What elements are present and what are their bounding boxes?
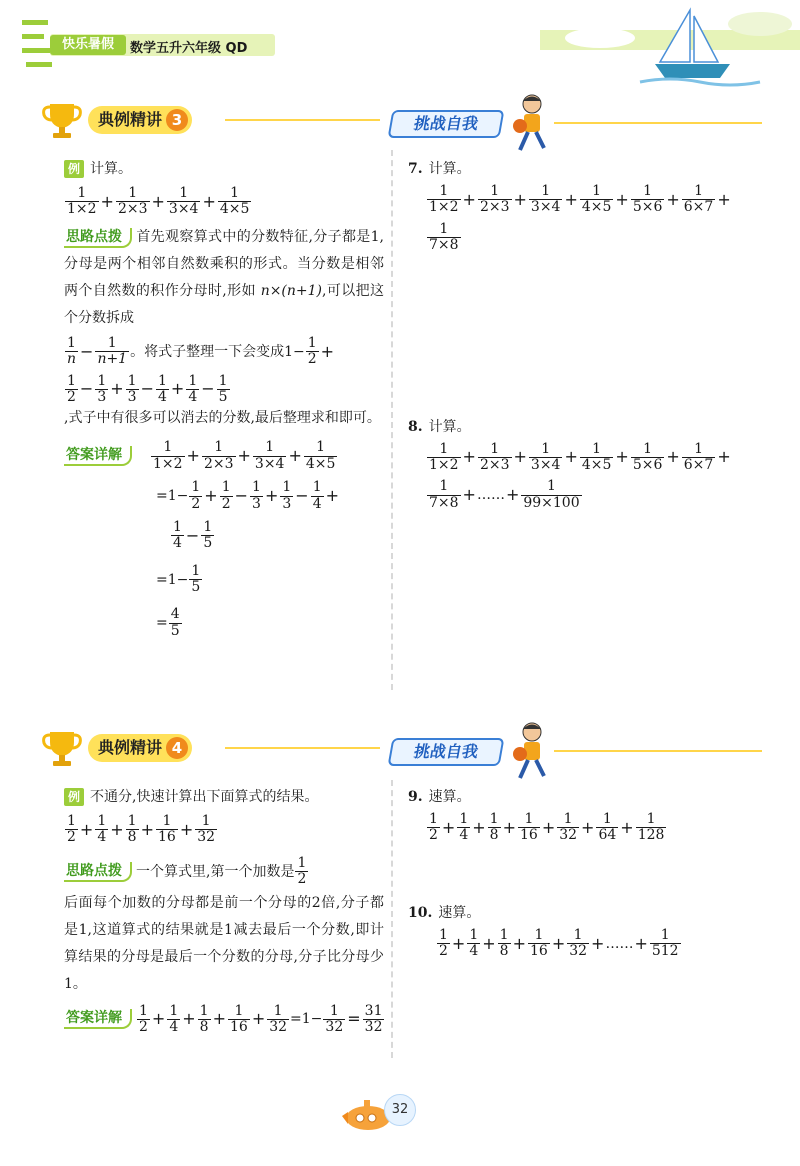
example-tag: 例 bbox=[64, 160, 84, 178]
answer-line-3: $\frac{1}{4}$ − $\frac{1}{5}$ bbox=[173, 518, 213, 552]
example-tag: 例 bbox=[64, 788, 84, 806]
section4-tip: 思路点拨 一个算式里,第一个加数是 $\frac{1}{2}$ bbox=[66, 854, 307, 888]
question-text: 计算。 bbox=[428, 161, 471, 177]
challenge2-content bbox=[408, 784, 768, 960]
question-number: 7. bbox=[408, 161, 423, 177]
question-9-expression: $\frac{1}{2}$ + $\frac{1}{4}$ + $\frac{1}{8}$ + $\frac{1}{16}$ + $\frac{1}{32}$ + $\frac{1}{64}$ + $\frac{1}{128}$ bbox=[429, 811, 665, 844]
question-number: 9. bbox=[408, 789, 423, 805]
challenge1-line bbox=[554, 122, 762, 124]
question-7 bbox=[408, 156, 768, 182]
challenge1-banner bbox=[390, 92, 762, 152]
answer-line-4: =1− $\frac{1}{5}$ bbox=[156, 562, 201, 596]
question-9 bbox=[408, 784, 768, 810]
section3-content bbox=[64, 156, 384, 639]
trophy-icon bbox=[40, 98, 84, 142]
question-7-expression: $\frac{1}{1\times 2}$ + $\frac{1}{2\times 3}$ + $\frac{1}{3\times 4}$ + $\frac{1}{4\times 5}$ + $\frac{1}{5\times 6}$ + $\frac{1}{6\times 7}$ + bbox=[429, 183, 731, 216]
question-text: 速算。 bbox=[428, 789, 471, 805]
page-header bbox=[0, 0, 800, 90]
column-divider-bottom bbox=[391, 780, 393, 1058]
answer-line-2: =1− $\frac{1}{2}$ + $\frac{1}{2}$ − $\frac{1}{3}$ + $\frac{1}{3}$ − $\frac{1}{4}$ + bbox=[156, 479, 340, 512]
header-title: 数学五升六年级 QD bbox=[130, 41, 248, 56]
challenge2-banner bbox=[390, 720, 762, 780]
question-8-expression: $\frac{1}{1\times 2}$ + $\frac{1}{2\times 3}$ + $\frac{1}{3\times 4}$ + $\frac{1}{4\times 5}$ + $\frac{1}{5\times 6}$ + $\frac{1}{6\times 7}$ + bbox=[429, 440, 731, 473]
section4-banner bbox=[40, 726, 380, 770]
fraction: $\frac{1}{1\times 2}$ bbox=[67, 185, 97, 218]
section4-banner-line bbox=[225, 747, 380, 749]
section3-tip bbox=[64, 224, 384, 332]
section3-banner-line bbox=[225, 119, 380, 121]
tip-text-cont: 后面每个加数的分母都是前一个分母的2倍,分子都是1,这道算式的结果就是1减去最后一个分数,即计算结果的分母是最后一个分数的分母,分子比分母少1。 bbox=[64, 894, 384, 992]
example-expression: $\frac{1}{2}$ + $\frac{1}{4}$ + $\frac{1}{8}$ + $\frac{1}{16}$ + $\frac{1}{32}$ bbox=[67, 813, 216, 846]
question-number: 10. bbox=[408, 904, 433, 921]
example-expression: $\frac{1}{1\times 2}$ + $\frac{1}{2\times 3}$ + $\frac{1}{3\times 4}$ + $\frac{1}{4\times 5}$ bbox=[67, 185, 250, 218]
tip-text: 一个算式里,第一个加数是 bbox=[136, 863, 295, 880]
question-number: 8. bbox=[408, 418, 423, 435]
answer-label: 答案详解 bbox=[64, 446, 132, 466]
answer-line-5: = $\frac{4}{5}$ bbox=[156, 606, 180, 639]
question-10 bbox=[408, 900, 768, 926]
tip-split-line: $\frac{1}{n}$ − $\frac{1}{n+1}$ 。将式子整理一下会变成 1− $\frac{1}{2}$ + bbox=[67, 334, 335, 368]
question-8 bbox=[408, 414, 768, 440]
tip-text: ,可以把这个分数拆成 bbox=[64, 282, 385, 326]
section4-example bbox=[64, 784, 384, 810]
tip-label: 思路点拨 bbox=[64, 862, 132, 882]
example-text: 不通分,快速计算出下面算式的结果。 bbox=[90, 789, 319, 805]
page-number: 32 bbox=[384, 1094, 416, 1126]
section3-example bbox=[64, 156, 384, 182]
section3-banner-label bbox=[88, 106, 192, 134]
section3-banner-text: 典例精讲 bbox=[98, 110, 163, 129]
fraction: $\frac{1}{2\times 3}$ bbox=[117, 185, 148, 218]
challenge1-badge: 挑战自我 bbox=[388, 110, 505, 138]
tip-label: 思路点拨 bbox=[64, 228, 132, 248]
section4-banner-text: 典例精讲 bbox=[98, 738, 163, 757]
header-tag: 快乐暑假 bbox=[50, 35, 126, 55]
section4-banner-label bbox=[88, 734, 192, 762]
question-text: 计算。 bbox=[428, 418, 471, 435]
challenge2-line bbox=[554, 750, 762, 752]
column-divider-top bbox=[391, 150, 393, 690]
section3-banner bbox=[40, 98, 380, 142]
sailboat-illustration bbox=[540, 0, 800, 90]
tip-formula: n×(n+1) bbox=[260, 282, 323, 299]
answer-line-1: 答案详解 $\frac{1}{1\times 2}$ + $\frac{1}{2\times 3}$ + $\frac{1}{3\times 4}$ + $\frac{1}{4\times 5}$ bbox=[66, 439, 336, 472]
tip-text: 。将式子整理一下会变成 bbox=[130, 343, 285, 360]
tip-text: 首先观察算式中的分数特征,分子都是1,分母是两个相邻自然数乘积的形式。当分数是相邻两个自然数的积作分母时,形如 bbox=[64, 228, 384, 299]
example-text: 计算。 bbox=[90, 161, 132, 177]
fraction: $\frac{1}{4\times 5}$ bbox=[219, 185, 250, 218]
trophy-icon bbox=[40, 726, 84, 770]
question-text: 速算。 bbox=[438, 904, 481, 921]
section3-number-badge: 3 bbox=[166, 109, 188, 131]
answer-label: 答案详解 bbox=[64, 1009, 132, 1029]
running-boy-icon bbox=[502, 92, 552, 156]
question-7-expression-cont: $\frac{1}{7\times 8}$ bbox=[429, 220, 459, 254]
running-boy-icon bbox=[502, 720, 552, 784]
question-8-expression-cont: $\frac{1}{7\times 8}$ + …… + $\frac{1}{99\times 100}$ bbox=[429, 478, 580, 511]
question-10-expression: $\frac{1}{2}$ + $\frac{1}{4}$ + $\frac{1}{8}$ + $\frac{1}{16}$ + $\frac{1}{32}$ + …… + $\frac{1}{512}$ bbox=[439, 926, 679, 960]
section4-answer: 答案详解 $\frac{1}{2}$ + $\frac{1}{4}$ + $\frac{1}{8}$ + $\frac{1}{16}$ + $\frac{1}{32}$ =1− $\frac{1}{32}$ = $\frac{31}{32}$ bbox=[66, 1002, 383, 1035]
tip-expanded-line: $\frac{1}{2}$ − $\frac{1}{3}$ + $\frac{1}{3}$ − $\frac{1}{4}$ + $\frac{1}{4}$ − $\frac{1}{5}$ bbox=[67, 372, 228, 405]
section4-number-badge: 4 bbox=[166, 737, 188, 759]
tip-conclusion: ,式子中有很多可以消去的分数,最后整理求和即可。 bbox=[64, 410, 381, 427]
fraction: $\frac{1}{3\times 4}$ bbox=[168, 185, 199, 218]
challenge1-content bbox=[408, 156, 768, 511]
challenge2-badge: 挑战自我 bbox=[388, 738, 505, 766]
section4-content bbox=[64, 784, 384, 1035]
